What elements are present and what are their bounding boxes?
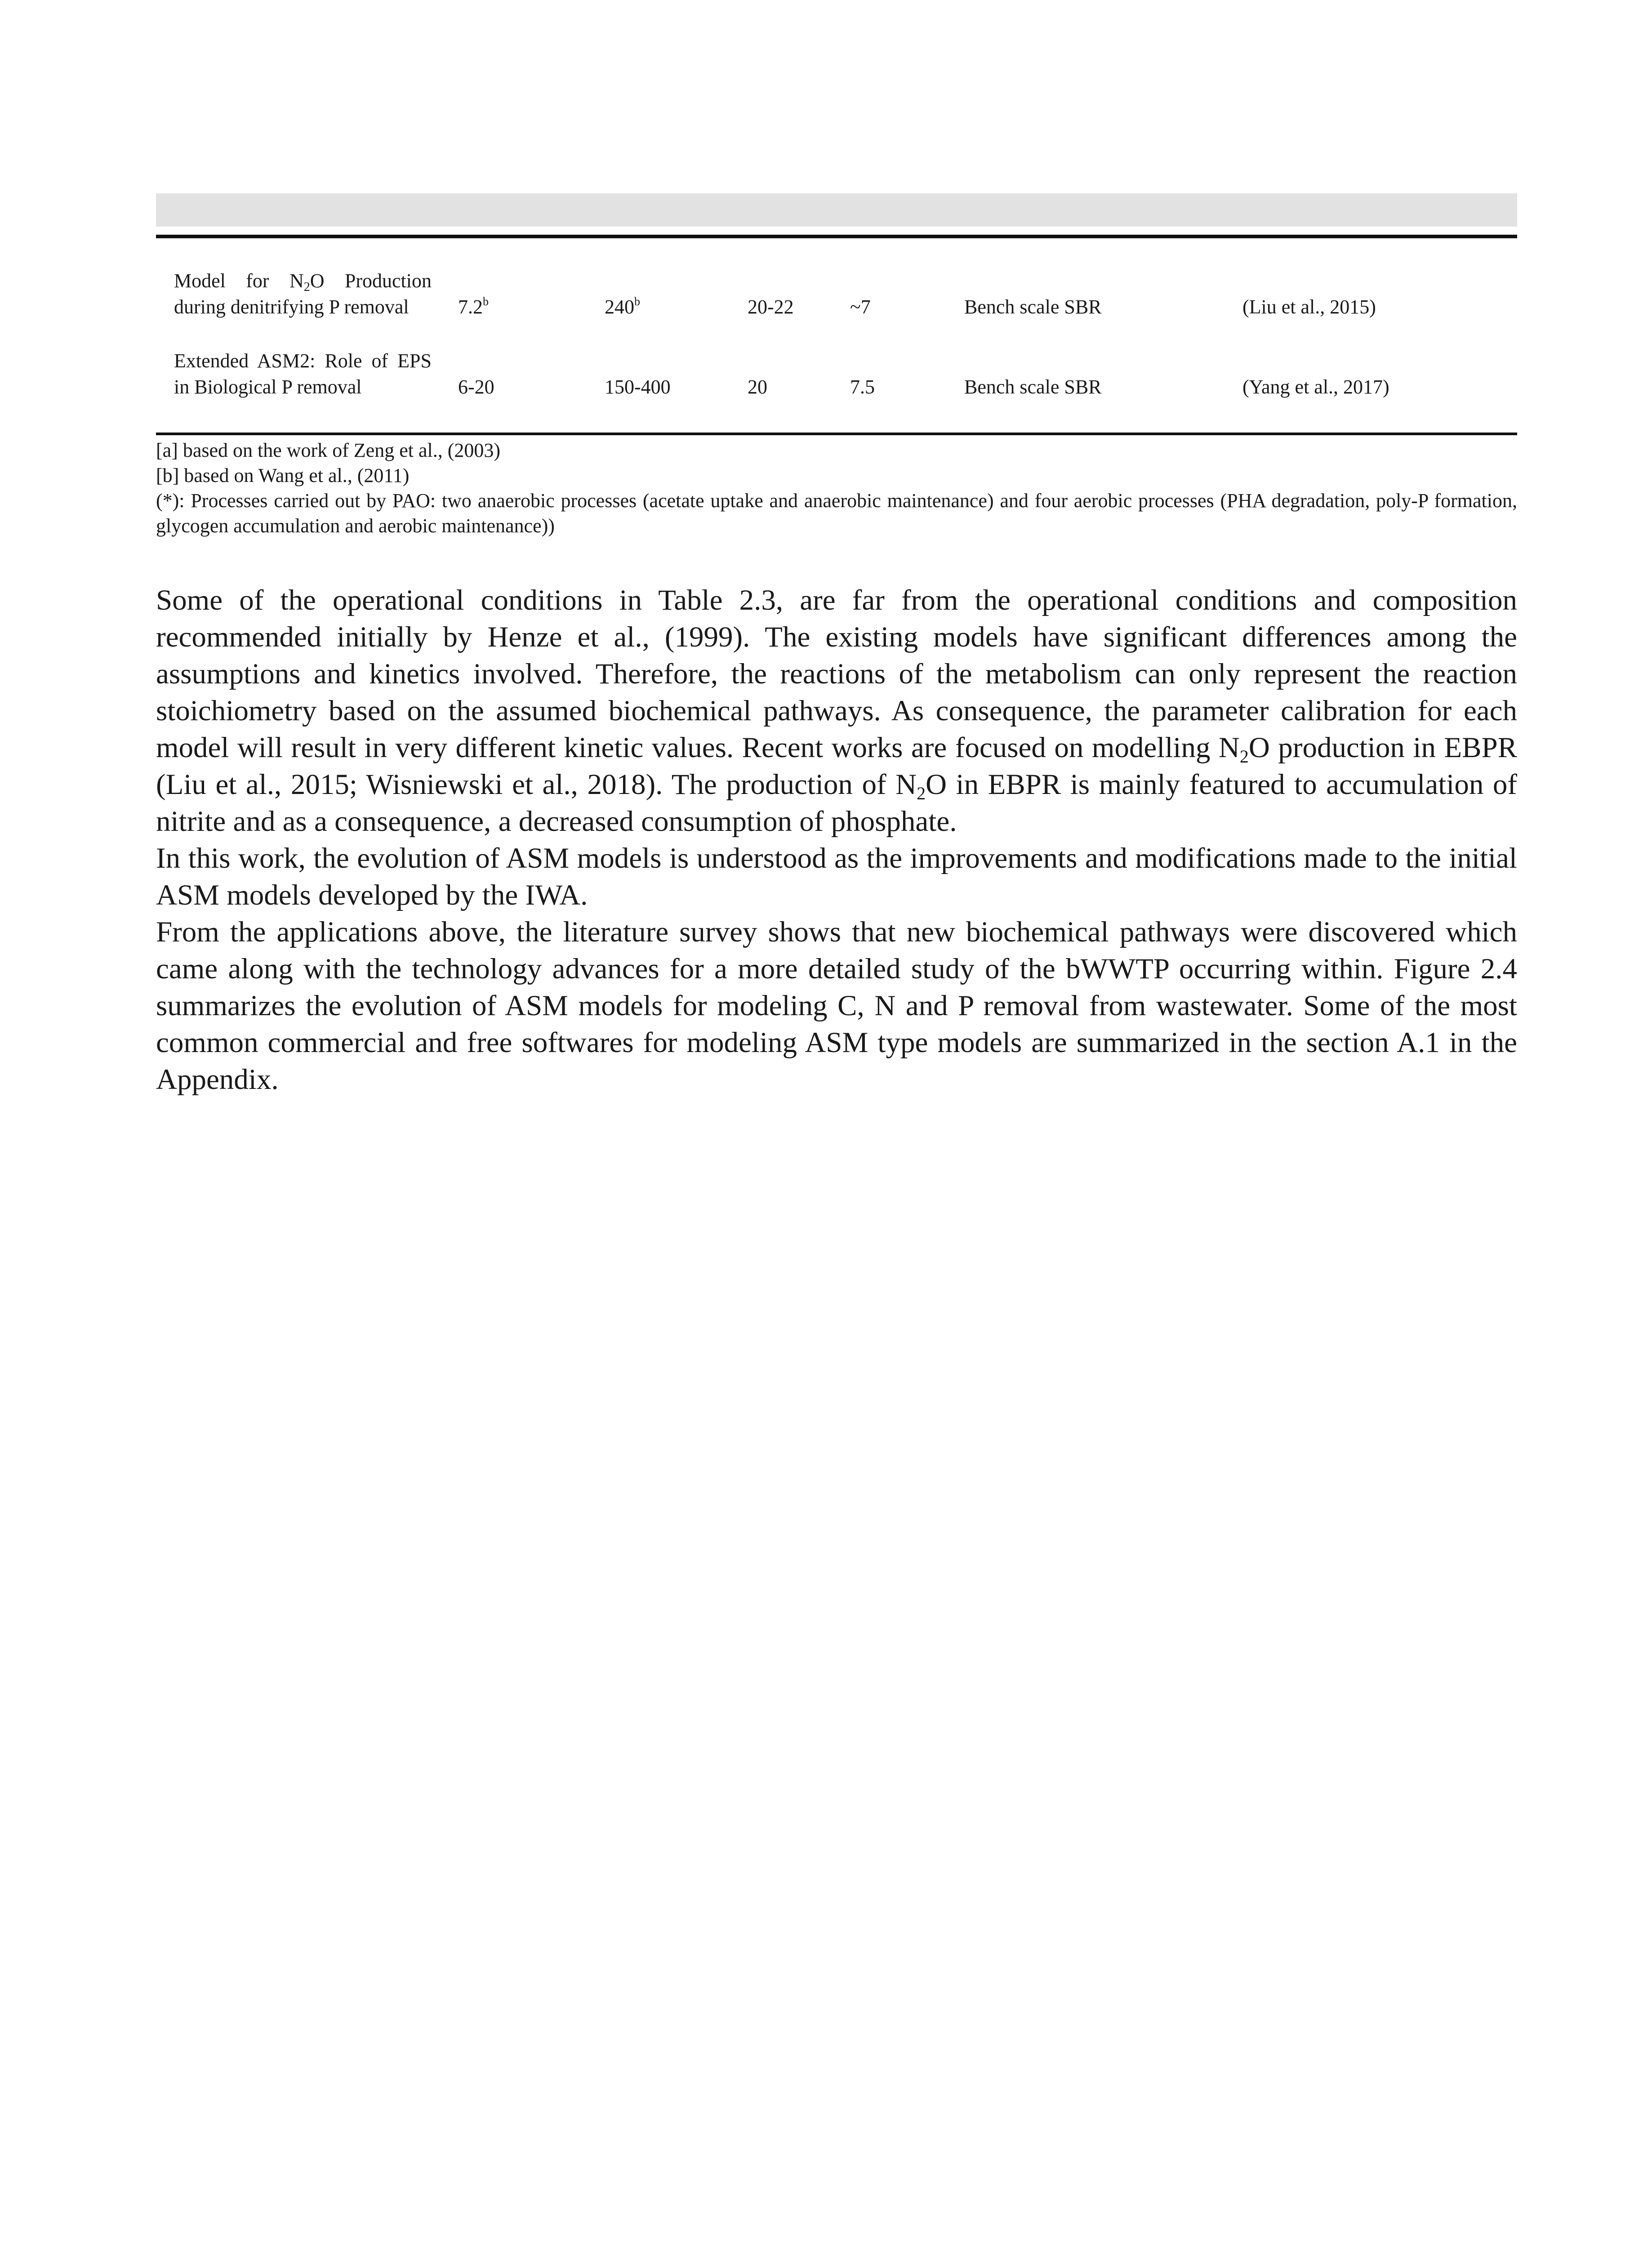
- model-cell: Model for $N_2O$ Production during denitrifying P removal: [174, 270, 432, 318]
- system-cell: Bench scale SBR: [964, 296, 1102, 318]
- model-cell: Extended ASM2: Role of EPS in Biological P removal: [174, 350, 432, 398]
- table-row: [156, 268, 1517, 348]
- reference-cell: (Liu et al., 2015): [1242, 296, 1376, 318]
- ph-cell: 7.5: [850, 376, 875, 398]
- paragraph: Some of the operational conditions in Table 2.3, are far from the operational conditions and composition recommended initially by Henze et al., (1999). The existing models have significant differences among the assumptions and kinetics involved. Therefore, the reactions of the metabolism can only represent the reaction stoichiometry based on the assumed biochemical pathways. As consequence, the parameter calibration for each model will result in very different kinetic values. Recent works are focused on modelling $N_2O$ production in EBPR (Liu et al., 2015; Wisniewski et al., 2018). The production of $N_2O$ in EBPR is mainly featured to accumulation of nitrite and as a consequence, a decreased consumption of phosphate.: [156, 584, 1517, 838]
- ph-cell: ~7: [850, 296, 871, 318]
- results-table: [156, 268, 1517, 428]
- table-top-rule: [156, 235, 1517, 238]
- paragraph: In this work, the evolution of ASM models is understood as the improvements and modifications made to the initial ASM models developed by the IWA.: [156, 842, 1517, 911]
- footnote-b: [b] based on Wang et al., (2011): [156, 464, 410, 486]
- footnote-a: [a] based on the work of Zeng et al., (2003): [156, 439, 501, 461]
- table-footnotes: [156, 438, 1517, 539]
- temperature-cell: 20-22: [748, 296, 794, 318]
- temperature-cell: 20: [748, 376, 767, 398]
- table-header-band: [156, 193, 1517, 227]
- footnote-star: (*): Processes carried out by PAO: two anaerobic processes (acetate uptake and anaerobic maintenance) and four aerobic processes (PHA degradation, poly-P formation, glycogen accumulation and aerobic maintenance)): [156, 490, 1517, 537]
- paragraph: From the applications above, the literature survey shows that new biochemical pathways were discovered which came along with the technology advances for a more detailed study of the bWWTP occurring within. Figure 2.4 summarizes the evolution of ASM models for modeling C, N and P removal from wastewater. Some of the most common commercial and free softwares for modeling ASM type models are summarized in the section A.1 in the Appendix.: [156, 916, 1517, 1096]
- table-row: [156, 348, 1517, 428]
- hrt-cell: 150-400: [605, 376, 671, 398]
- body-text: [156, 582, 1517, 1098]
- system-cell: Bench scale SBR: [964, 376, 1102, 398]
- srt-cell: 6-20: [458, 376, 494, 398]
- table-bottom-rule: [156, 433, 1517, 435]
- hrt-cell: 240$^b$: [605, 295, 640, 318]
- srt-cell: 7.2$^b$: [458, 295, 489, 318]
- reference-cell: (Yang et al., 2017): [1242, 376, 1389, 398]
